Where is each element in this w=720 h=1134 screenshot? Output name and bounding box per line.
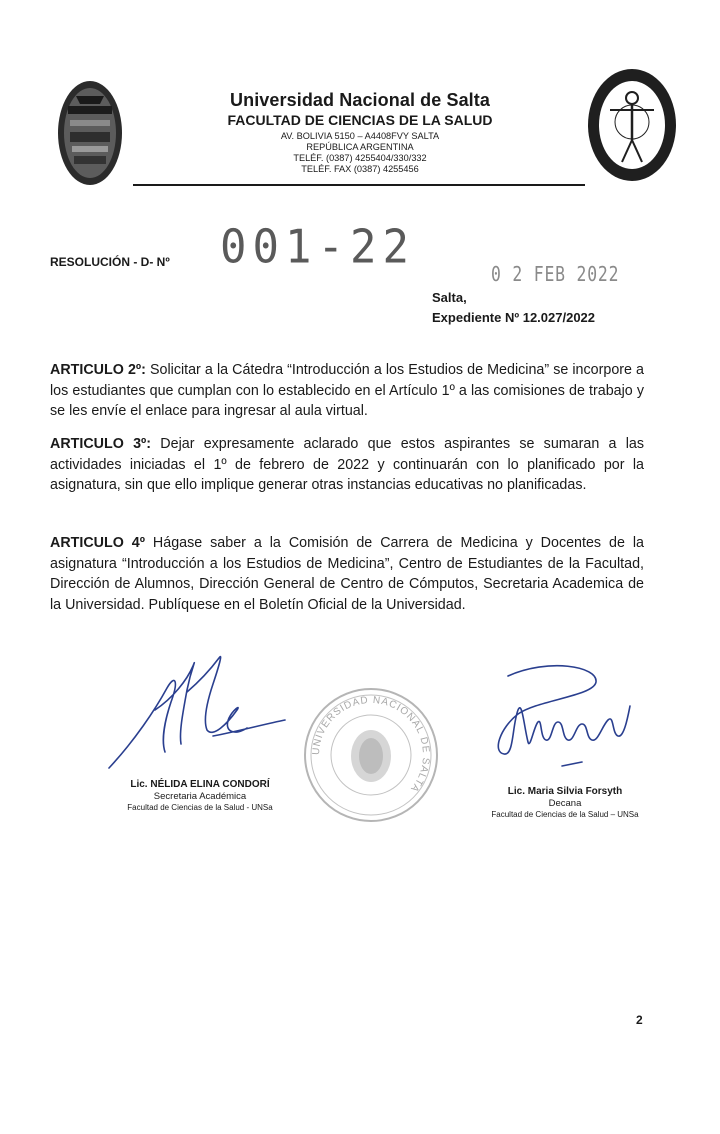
expediente-number: Expediente Nº 12.027/2022 — [432, 310, 596, 325]
article-2 — [50, 360, 644, 422]
signature-block-left — [105, 779, 295, 814]
page-number: 2 — [636, 1013, 643, 1027]
signer-right-faculty: Facultad de Ciencias de la Salud – UNSa — [491, 810, 639, 819]
article-2-text: Solicitar a la Cátedra “Introducción a los Estudios de Medicina” se incorpore a los estudiantes que cumplan con lo establecido en el Artículo 1º a las comisiones de trabajo y se les envíe el enlace para ingresar al aula virtual. — [50, 362, 645, 419]
article-3 — [50, 434, 644, 496]
fax-line: TELÉF. FAX (0387) 4255456 — [301, 164, 419, 174]
faculty-seal-logo — [586, 66, 678, 184]
university-name: Universidad Nacional de Salta — [230, 90, 490, 110]
resolution-number: 001-22 — [220, 220, 415, 275]
signer-left-role: Secretaria Académica — [153, 790, 247, 802]
seal-text: UNIVERSIDAD NACIONAL DE SALTA — [310, 694, 432, 795]
signer-right-role: Decana — [548, 797, 582, 809]
university-seal-stamp — [302, 686, 440, 829]
signer-left-name: Lic. NÉLIDA ELINA CONDORÍ — [130, 779, 270, 790]
date-stamp: 0 2 FEB 2022 — [491, 262, 620, 286]
address-line-1: AV. BOLIVIA 5150 – A4408FVY SALTA — [280, 131, 440, 141]
university-crest-logo — [56, 78, 124, 188]
city-label: Salta, — [432, 290, 467, 305]
article-4-heading: ARTICULO 4º — [50, 535, 145, 551]
article-3-text: Dejar expresamente aclarado que estos aspirantes se sumaran a las actividades iniciadas el 1º de febrero de 2022 y continuarán con lo planificado por la asignatura, sin que ello implique generar otras instancias educativas no planificadas. — [50, 436, 645, 493]
handwritten-signature-right — [478, 656, 648, 781]
resolution-label: RESOLUCIÓN - D- Nº — [50, 255, 170, 269]
article-4-text: Hágase saber a la Comisión de Carrera de Medicina y Docentes de la asignatura “Introducción a los Estudios de Medicina”, Centro de Estudiantes de la Facultad, Dirección de Alumnos, Dirección General de Centro de Cómputos, Secretaria Academica de la Universidad. Publíquese en el Boletín Oficial de la Universidad. — [50, 535, 644, 613]
signer-left-faculty: Facultad de Ciencias de la Salud - UNSa — [127, 803, 273, 812]
article-3-heading: ARTICULO 3º: — [50, 436, 152, 452]
signature-block-right — [470, 786, 660, 821]
handwritten-signature-left — [95, 640, 295, 785]
address-line-2: REPÚBLICA ARGENTINA — [306, 142, 414, 152]
phone-line: TELÉF. (0387) 4255404/330/332 — [293, 153, 427, 163]
signer-right-name: Lic. Maria Silvia Forsyth — [507, 786, 623, 797]
article-4 — [50, 533, 644, 615]
faculty-name: FACULTAD DE CIENCIAS DE LA SALUD — [227, 112, 493, 128]
article-2-heading: ARTICULO 2º: — [50, 362, 146, 378]
header-divider — [133, 184, 585, 186]
